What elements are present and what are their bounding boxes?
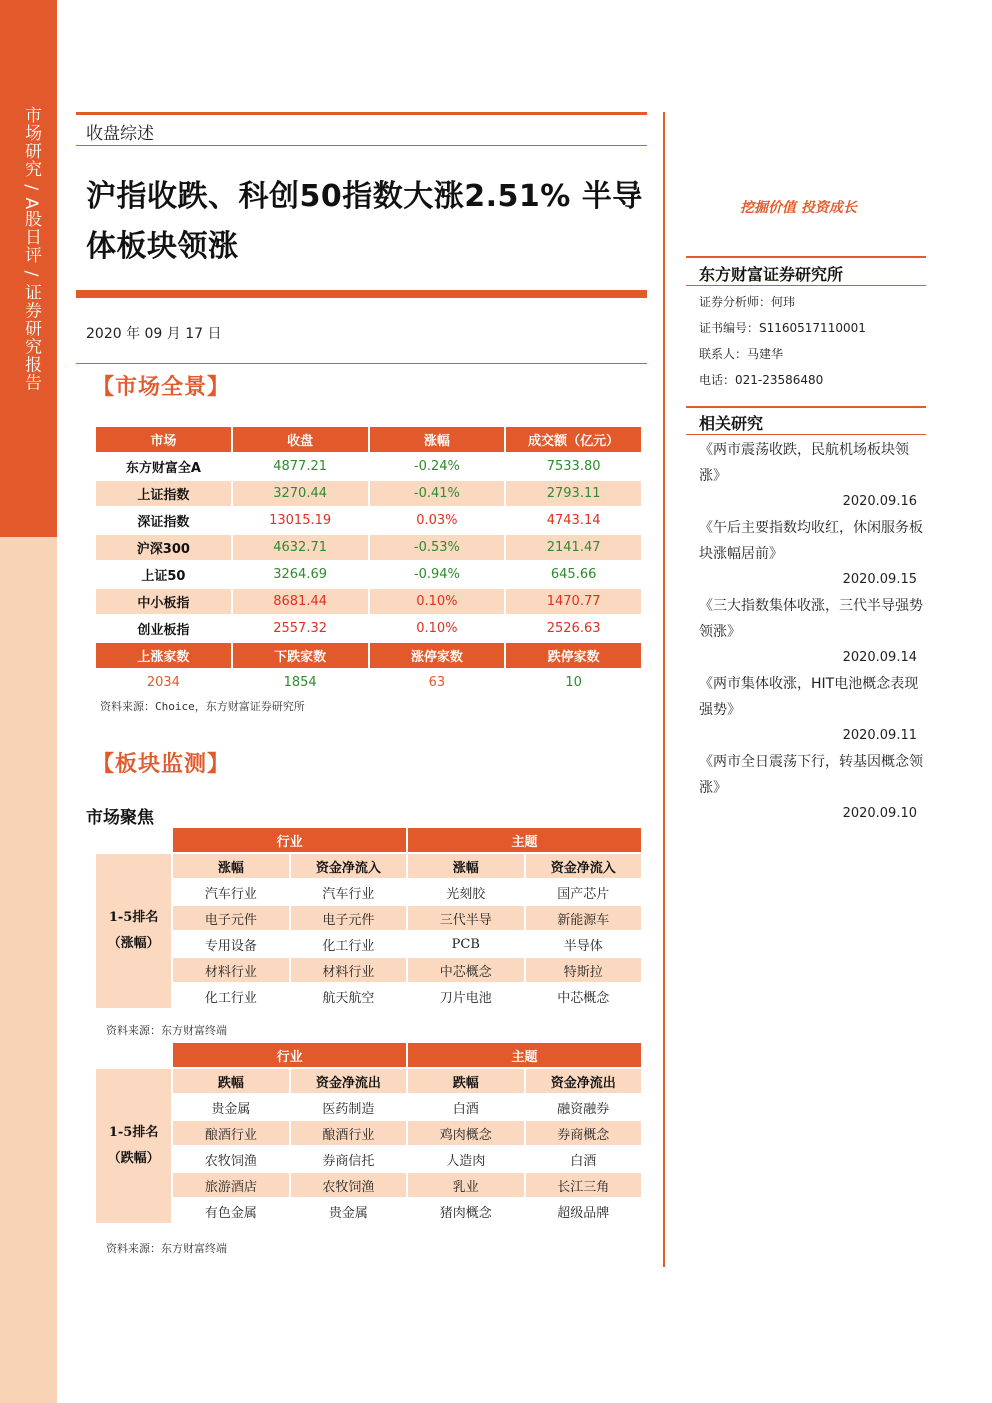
index-name: 上证指数 (96, 481, 231, 506)
related-report-link[interactable]: 《两市集体收涨，HIT电池概念表现强势》 (699, 676, 919, 718)
index-name: 上证50 (141, 569, 186, 584)
table-cell: 航天航空 (322, 990, 375, 1006)
sub-header: 资金净流入 (291, 854, 406, 878)
table-cell: 长江三角 (526, 1173, 641, 1197)
table-cell: 电子元件 (291, 906, 406, 930)
count-header-row (96, 643, 641, 668)
related-divider (686, 434, 926, 435)
related-report-link[interactable]: 《两市全日震荡下行，转基因概念领涨》 (699, 754, 923, 796)
gain-table (94, 826, 643, 1010)
market-table-header (96, 427, 641, 452)
change-value: -0.94% (413, 567, 460, 582)
table-cell: 贵金属 (211, 1101, 251, 1117)
down-count: 1854 (283, 675, 317, 690)
sub-header: 跌幅 (173, 1069, 288, 1093)
table-cell: 超级品牌 (557, 1205, 610, 1221)
related-research-title: 相关研究 (699, 414, 764, 433)
corner-cell (96, 828, 171, 852)
table-cell: 猪肉概念 (439, 1205, 492, 1221)
index-name: 深证指数 (137, 515, 190, 530)
table-cell: 白酒 (452, 1101, 479, 1117)
change-value: -0.41% (370, 481, 505, 506)
group-header: 主题 (408, 828, 641, 852)
date-divider (76, 363, 647, 364)
change-value: 0.10% (416, 621, 458, 636)
related-top-rule (686, 406, 926, 408)
column-header: 跌停家数 (506, 643, 641, 668)
phone-info: 电话：021-23586480 (699, 373, 824, 387)
table-cell: 化工行业 (204, 990, 257, 1006)
table-cell: 鸡肉概念 (408, 1121, 523, 1145)
volume-value: 4743.14 (546, 513, 601, 528)
table-cell: 材料行业 (173, 958, 288, 982)
table-row (96, 454, 641, 479)
related-report-date: 2020.09.16 (842, 494, 917, 509)
market-table (94, 425, 643, 697)
table-cell: 半导体 (563, 938, 603, 954)
change-value: 0.03% (416, 513, 458, 528)
org-name: 东方财富证券研究所 (699, 265, 844, 284)
table-cell: 酿酒行业 (173, 1121, 288, 1145)
loss-table-source: 资料来源：东方财富终端 (106, 1242, 227, 1255)
table-cell: 酿酒行业 (291, 1121, 406, 1145)
table-row (96, 481, 641, 506)
contact-info: 联系人：马建华 (699, 347, 784, 361)
sub-header-row (96, 1069, 641, 1093)
table-cell: 贵金属 (328, 1205, 368, 1221)
up-count: 2034 (146, 675, 180, 690)
rank-label: 1-5排名（涨幅） (96, 854, 171, 1008)
count-row (96, 670, 641, 695)
license-info: 证书编号：S1160517110001 (699, 321, 866, 335)
sub-header: 资金净流出 (291, 1069, 406, 1093)
column-header: 市场 (96, 427, 231, 452)
table-cell: 刀片电池 (439, 990, 492, 1006)
table-row (96, 562, 641, 587)
table-cell: 医药制造 (322, 1101, 375, 1117)
table-cell: 人造肉 (446, 1153, 486, 1169)
sidebar-accent (0, 0, 57, 537)
column-header: 涨幅 (370, 427, 505, 452)
related-report-date: 2020.09.15 (842, 572, 917, 587)
market-focus-subheading: 市场聚焦 (86, 808, 154, 828)
related-report-date: 2020.09.14 (842, 650, 917, 665)
related-report-link[interactable]: 《两市震荡收跌，民航机场板块领涨》 (699, 442, 909, 484)
table-cell: 农牧饲渔 (204, 1153, 257, 1169)
table-cell: PCB (451, 936, 480, 952)
table-cell: 乳业 (408, 1173, 523, 1197)
table-row (96, 1121, 641, 1145)
table-cell: 旅游酒店 (173, 1173, 288, 1197)
table-cell: 汽车行业 (322, 886, 375, 902)
column-header: 上涨家数 (96, 643, 231, 668)
sector-heading: 【板块监测】 (92, 751, 231, 777)
title-rule (76, 290, 647, 298)
table-cell: 白酒 (570, 1153, 597, 1169)
corner-cell (96, 1043, 171, 1067)
loss-table (94, 1041, 643, 1225)
close-value: 13015.19 (269, 513, 332, 528)
volume-value: 1470.77 (506, 589, 641, 614)
table-row (96, 1095, 641, 1119)
group-header: 行业 (173, 828, 406, 852)
table-row (96, 958, 641, 982)
table-row (96, 1173, 641, 1197)
sub-header-row (96, 854, 641, 878)
column-divider (663, 112, 665, 1267)
close-value: 3264.69 (273, 567, 327, 582)
table-row (96, 508, 641, 533)
close-value: 2557.32 (273, 621, 327, 636)
column-header: 涨停家数 (370, 643, 505, 668)
table-cell: 材料行业 (291, 958, 406, 982)
table-row (96, 880, 641, 904)
table-row (96, 535, 641, 560)
table-cell: 农牧饲渔 (291, 1173, 406, 1197)
volume-value: 2526.63 (546, 621, 601, 636)
org-divider (686, 285, 926, 286)
related-report-date: 2020.09.10 (842, 806, 917, 821)
column-header: 收盘 (233, 427, 368, 452)
table-cell: 专用设备 (204, 938, 257, 954)
related-report-link[interactable]: 《三大指数集体收涨，三代半导强势领涨》 (699, 598, 923, 640)
index-name: 沪深300 (96, 535, 231, 560)
volume-value: 2141.47 (506, 535, 641, 560)
volume-value: 645.66 (550, 567, 597, 582)
org-top-rule (686, 256, 926, 258)
header-divider (76, 145, 647, 146)
table-row (96, 906, 641, 930)
table-cell: 化工行业 (322, 938, 375, 954)
sub-header: 资金净流入 (526, 854, 641, 878)
limit-up-count: 63 (428, 675, 446, 690)
table-cell: 中芯概念 (557, 990, 610, 1006)
change-value: -0.24% (413, 459, 460, 474)
change-value: 0.10% (370, 589, 505, 614)
report-date: 2020 年 09 月 17 日 (86, 326, 222, 342)
market-heading: 【市场全景】 (92, 374, 231, 400)
sub-header: 跌幅 (408, 1069, 523, 1093)
gain-table-source: 资料来源：东方财富终端 (106, 1024, 227, 1037)
table-cell: 光刻胶 (446, 886, 486, 902)
group-header: 行业 (173, 1043, 406, 1067)
table-cell: 有色金属 (204, 1205, 257, 1221)
table-row (96, 589, 641, 614)
close-value: 3270.44 (233, 481, 368, 506)
header-top-rule (76, 112, 647, 115)
report-title: 沪指收跌、科创50指数大涨2.51% 半导体板块领涨 (86, 179, 643, 264)
related-report-link[interactable]: 《午后主要指数均收红，休闲服务板块涨幅居前》 (699, 520, 923, 562)
sub-header: 资金净流出 (526, 1069, 641, 1093)
table-cell: 中芯概念 (408, 958, 523, 982)
table-cell: 券商信托 (322, 1153, 375, 1169)
table-cell: 融资融券 (557, 1101, 610, 1117)
table-row (96, 616, 641, 641)
table-row (96, 1147, 641, 1171)
index-name: 创业板指 (137, 623, 190, 638)
table-cell: 特斯拉 (526, 958, 641, 982)
section-label: 收盘综述 (86, 124, 154, 144)
sub-header: 涨幅 (408, 854, 523, 878)
group-header: 主题 (408, 1043, 641, 1067)
slogan: 挖掘价值 投资成长 (740, 200, 857, 216)
volume-value: 2793.11 (506, 481, 641, 506)
table-row (96, 932, 641, 956)
sidebar-category-text: 市场研究 / A股日评 / 证券研究报告 (21, 106, 41, 392)
analyst-info: 证券分析师：何玮 (699, 295, 796, 309)
close-value: 4632.71 (233, 535, 368, 560)
close-value: 4877.21 (273, 459, 327, 474)
volume-value: 7533.80 (546, 459, 601, 474)
table-cell: 券商概念 (526, 1121, 641, 1145)
index-name: 东方财富全A (125, 461, 201, 476)
rank-label: 1-5排名（跌幅） (96, 1069, 171, 1223)
related-report-date: 2020.09.11 (842, 728, 917, 743)
change-value: -0.53% (370, 535, 505, 560)
table-row (96, 1199, 641, 1223)
group-header-row (96, 828, 641, 852)
group-header-row (96, 1043, 641, 1067)
market-source: 资料来源：Choice，东方财富证券研究所 (100, 700, 305, 713)
table-cell: 电子元件 (173, 906, 288, 930)
table-cell: 三代半导 (408, 906, 523, 930)
column-header: 成交额（亿元） (506, 427, 641, 452)
limit-down-count: 10 (565, 675, 582, 690)
column-header: 下跌家数 (233, 643, 368, 668)
table-row (96, 984, 641, 1008)
table-cell: 国产芯片 (557, 886, 610, 902)
index-name: 中小板指 (96, 589, 231, 614)
close-value: 8681.44 (233, 589, 368, 614)
sub-header: 涨幅 (173, 854, 288, 878)
table-cell: 新能源车 (526, 906, 641, 930)
table-cell: 汽车行业 (204, 886, 257, 902)
